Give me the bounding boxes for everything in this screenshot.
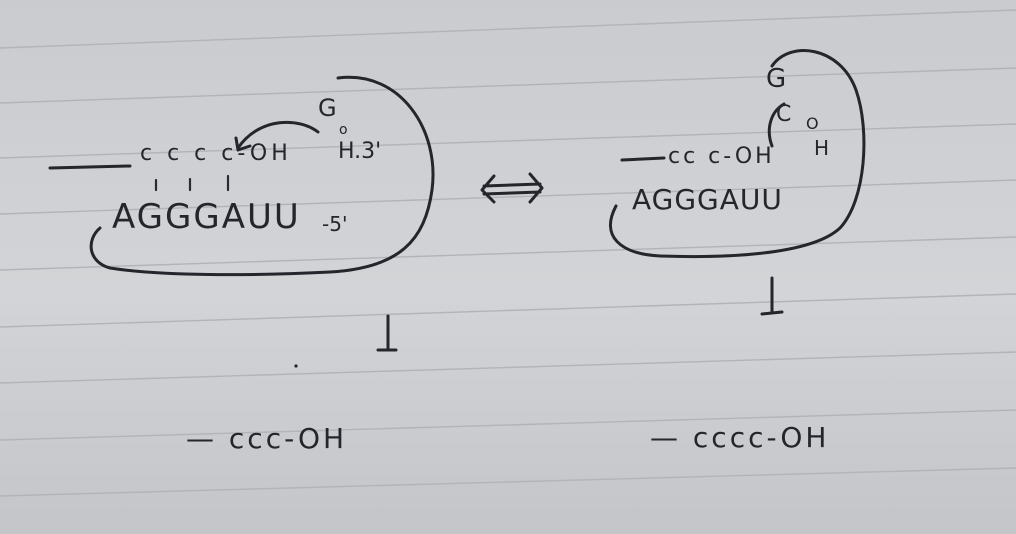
left-o-label: o <box>339 122 348 138</box>
stray-dot <box>294 364 297 367</box>
left-product: — ccc-OH <box>186 422 348 455</box>
left-five-prime: -5' <box>322 212 348 236</box>
right-base-sequence: AGGGAUU <box>632 183 783 216</box>
ruled-lines <box>0 10 1016 496</box>
left-guanosine-label: G <box>318 94 337 122</box>
left-top-strand: c c c c-OH <box>140 141 292 166</box>
right-product: — cccc-OH <box>650 421 830 454</box>
left-base-sequence: AGGGAUU <box>112 197 301 237</box>
right-down-arrow-head <box>762 312 782 314</box>
right-strand-dash <box>622 158 664 160</box>
equilibrium-arrow <box>482 174 542 202</box>
left-hydroxyl-label: H.3' <box>338 139 382 164</box>
left-loop <box>91 77 433 274</box>
right-attached-c: C <box>776 102 792 127</box>
left-strand-dash <box>50 166 130 168</box>
right-guanosine-label: G <box>766 64 787 94</box>
right-top-strand: cc c-OH <box>668 144 775 169</box>
right-h-label: H <box>814 136 830 160</box>
right-o-label: O <box>806 114 819 133</box>
